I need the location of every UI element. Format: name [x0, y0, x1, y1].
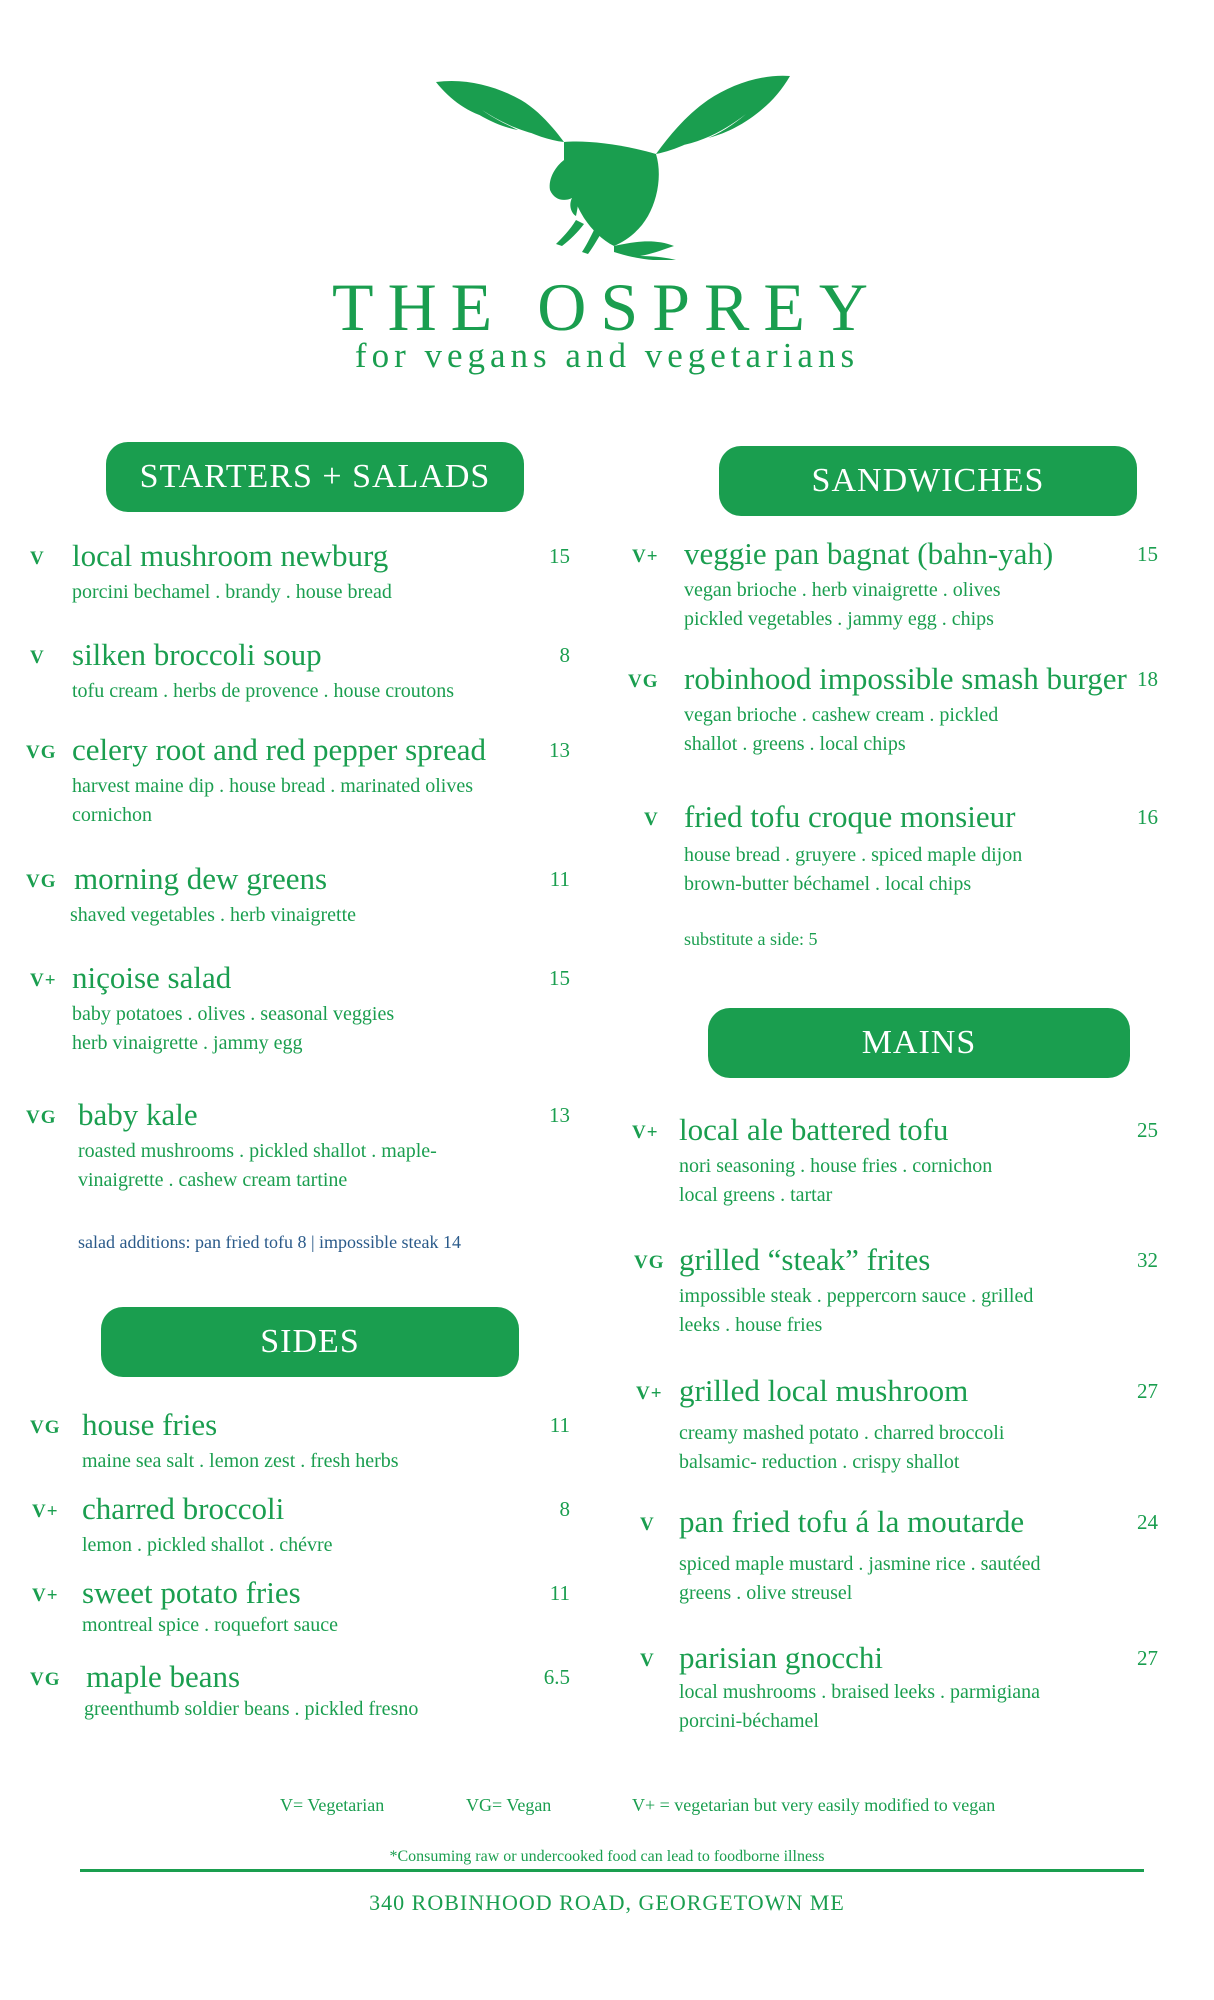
- item-tag: V+: [30, 970, 57, 991]
- item-tag: V+: [636, 1383, 663, 1404]
- item-desc: porcini bechamel . brandy . house bread: [72, 581, 392, 603]
- restaurant-subtitle: for vegans and vegetarians: [354, 336, 860, 375]
- item-name: morning dew greens: [74, 861, 328, 896]
- menu-item: [636, 1373, 1158, 1483]
- item-price: 11: [549, 1581, 570, 1605]
- item-desc: herb vinaigrette . jammy egg: [72, 1032, 303, 1054]
- item-tag: V: [644, 809, 659, 830]
- item-name: grilled local mushroom: [679, 1373, 969, 1408]
- item-desc: cornichon: [72, 804, 152, 826]
- item-name: robinhood impossible smash burger: [684, 661, 1127, 696]
- item-tag: VG: [26, 1107, 57, 1128]
- item-desc: vinaigrette . cashew cream tartine: [78, 1169, 348, 1191]
- osprey-logo-icon: [426, 70, 796, 260]
- item-desc: vegan brioche . herb vinaigrette . olives: [684, 579, 1001, 601]
- item-name: grilled “steak” frites: [679, 1242, 931, 1277]
- item-price: 15: [549, 966, 570, 990]
- section-heading-starters: STARTERS + SALADS: [106, 442, 524, 512]
- item-tag: V: [30, 548, 45, 569]
- food-safety-warning: *Consuming raw or undercooked food can lead to foodborne illness: [389, 1848, 825, 1865]
- item-desc: leeks . house fries: [679, 1314, 823, 1336]
- item-desc: porcini-béchamel: [679, 1710, 819, 1732]
- item-name: niçoise salad: [72, 960, 232, 995]
- item-desc: harvest maine dip . house bread . marinated olives: [72, 775, 473, 797]
- footer-address: 340 ROBINHOOD ROAD, GEORGETOWN ME: [369, 1890, 845, 1915]
- item-tag: V+: [32, 1585, 59, 1606]
- item-name: parisian gnocchi: [679, 1640, 884, 1675]
- item-desc: pickled vegetables . jammy egg . chips: [684, 608, 994, 630]
- item-tag: V+: [632, 1122, 659, 1143]
- item-tag: VG: [26, 871, 57, 892]
- menu-item: [640, 1640, 1158, 1740]
- item-price: 16: [1137, 805, 1158, 829]
- footer-divider: [80, 1869, 1144, 1872]
- item-tag: VG: [30, 1417, 61, 1438]
- item-tag: V: [640, 1650, 655, 1671]
- menu-item: [26, 1097, 570, 1197]
- item-tag: VG: [26, 742, 57, 763]
- menu-item: [30, 1659, 570, 1729]
- section-heading-sides: SIDES: [101, 1307, 519, 1377]
- item-price: 8: [559, 1497, 570, 1521]
- item-desc: montreal spice . roquefort sauce: [82, 1614, 339, 1636]
- menu-item: [30, 637, 570, 707]
- item-desc: nori seasoning . house fries . cornichon: [679, 1155, 993, 1177]
- item-tag: V: [640, 1514, 655, 1535]
- item-price: 11: [549, 867, 570, 891]
- item-price: 13: [549, 1103, 570, 1127]
- menu-item: [634, 1242, 1158, 1342]
- item-desc: brown-butter béchamel . local chips: [684, 873, 972, 895]
- item-price: 15: [1137, 542, 1158, 566]
- item-price: 27: [1137, 1379, 1158, 1403]
- item-price: 18: [1137, 667, 1158, 691]
- item-desc: tofu cream . herbs de provence . house croutons: [72, 680, 455, 702]
- item-price: 25: [1137, 1118, 1158, 1142]
- item-name: veggie pan bagnat (bahn-yah): [684, 536, 1054, 571]
- item-name: maple beans: [86, 1659, 241, 1694]
- menu-item: [30, 1407, 570, 1477]
- item-name: local mushroom newburg: [72, 538, 389, 573]
- menu-item: [26, 732, 570, 832]
- item-tag: V+: [632, 546, 659, 567]
- item-desc: house bread . gruyere . spiced maple dijon: [684, 844, 1023, 866]
- item-name: silken broccoli soup: [72, 637, 322, 672]
- item-name: pan fried tofu á la moutarde: [679, 1504, 1025, 1539]
- item-price: 24: [1137, 1510, 1158, 1534]
- menu-item: [30, 960, 570, 1060]
- item-desc: creamy mashed potato . charred broccoli: [679, 1422, 1005, 1444]
- menu-item: [26, 861, 570, 931]
- item-desc: shaved vegetables . herb vinaigrette: [70, 904, 356, 926]
- item-name: sweet potato fries: [82, 1575, 301, 1610]
- menu-item: [32, 1491, 570, 1561]
- item-desc: baby potatoes . olives . seasonal veggies: [72, 1003, 395, 1025]
- item-name: fried tofu croque monsieur: [684, 799, 1016, 834]
- item-desc: balsamic- reduction . crispy shallot: [679, 1451, 960, 1473]
- item-tag: VG: [30, 1669, 61, 1690]
- menu-item: [640, 1504, 1158, 1614]
- legend-vegan: VG= Vegan: [466, 1795, 552, 1815]
- item-name: charred broccoli: [82, 1491, 285, 1526]
- item-tag: VG: [628, 671, 659, 692]
- substitute-side-note: substitute a side: 5: [684, 929, 818, 949]
- menu-item: [32, 1575, 570, 1645]
- item-tag: VG: [634, 1252, 665, 1273]
- item-price: 11: [549, 1413, 570, 1437]
- item-price: 27: [1137, 1646, 1158, 1670]
- item-name: house fries: [82, 1407, 218, 1442]
- menu-item: [632, 536, 1158, 636]
- item-desc: local greens . tartar: [679, 1184, 833, 1206]
- item-desc: greens . olive streusel: [679, 1582, 853, 1604]
- item-name: local ale battered tofu: [679, 1112, 949, 1147]
- item-desc: shallot . greens . local chips: [684, 733, 906, 755]
- menu-item: [644, 799, 1158, 899]
- item-tag: V: [30, 647, 45, 668]
- item-price: 15: [549, 544, 570, 568]
- item-desc: impossible steak . peppercorn sauce . grilled: [679, 1285, 1034, 1307]
- restaurant-title: THE OSPREY: [332, 269, 882, 345]
- item-desc: lemon . pickled shallot . chévre: [82, 1534, 333, 1556]
- section-heading-sandwiches: SANDWICHES: [719, 446, 1137, 516]
- menu-item: [30, 538, 570, 608]
- menu-item: [632, 1112, 1158, 1212]
- item-tag: V+: [32, 1501, 59, 1522]
- item-price: 32: [1137, 1248, 1158, 1272]
- legend-vegetarian-plus: V+ = vegetarian but very easily modified to vegan: [632, 1795, 996, 1815]
- item-desc: greenthumb soldier beans . pickled fresno: [84, 1698, 419, 1720]
- item-price: 6.5: [543, 1665, 570, 1689]
- item-desc: spiced maple mustard . jasmine rice . sautéed: [679, 1553, 1041, 1575]
- item-price: 8: [559, 643, 570, 667]
- item-name: baby kale: [78, 1097, 198, 1132]
- legend-vegetarian: V= Vegetarian: [280, 1795, 385, 1815]
- menu-item: [628, 661, 1158, 761]
- item-desc: local mushrooms . braised leeks . parmigiana: [679, 1681, 1041, 1703]
- section-heading-mains: MAINS: [708, 1008, 1130, 1078]
- item-desc: maine sea salt . lemon zest . fresh herbs: [82, 1450, 399, 1472]
- salad-additions-note: salad additions: pan fried tofu 8 | impossible steak 14: [78, 1232, 462, 1252]
- item-price: 13: [549, 738, 570, 762]
- item-name: celery root and red pepper spread: [72, 732, 486, 767]
- item-desc: roasted mushrooms . pickled shallot . maple-: [78, 1140, 437, 1162]
- item-desc: vegan brioche . cashew cream . pickled: [684, 704, 999, 726]
